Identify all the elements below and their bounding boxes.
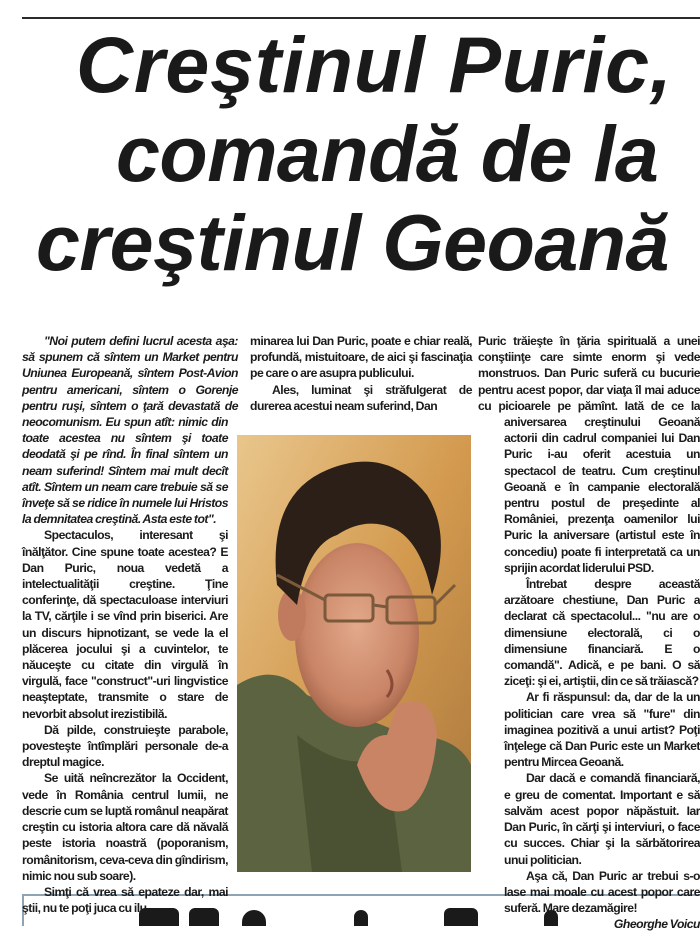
article-headline: [0, 20, 700, 287]
opening-quote: "Noi putem defini lucrul acesta aşa: să spunem că sîntem un Market pentru Uniunea Europeană, sîntem Post-Avion pentru americani, sîntem o Gorenje pentru ruşi, sîntem o ţară devastată de neocomunism. Eu spun atît: nimic din toate acestea nu sîntem şi toate deodată şi pe rînd. În final sîntem un neam suferind! Sîntem mai mult decît atît. Sîntem un neam care trebuie să se înveţe să se ridice în numele lui Hristos la demnitatea creştină. Asta este tot".: [22, 334, 238, 527]
cutoff-headline-glyph: [242, 910, 266, 926]
article-column-3: [478, 333, 700, 933]
portrait-illustration: [237, 435, 471, 872]
paragraph: Puric trăieşte în ţăria spirituală a unei conştiinţe care simte enorm şi vede monstruos. Dan Puric suferă cu bucurie pentru acest popor, dar viaţa îl mai aduce cu picioarele pe pămînt. Iată de ce la aniversarea creştinului Geoană actorii din cadrul companiei lui Dan Puric i-au oferit acestuia un spectacol de teatru. Cum creştinul Geoană e în campanie electorală pentru postul de preşedinte al României, prezenţa oamenilor lui Puric la aniversare (artistul este în concediu) poate fi interpretată ca un sprijin acordat liderului PSD.: [478, 334, 700, 575]
paragraph: Ales, luminat şi străfulgerat de durerea acestui neam suferind, Dan: [250, 382, 472, 413]
paragraph: Dar dacă e comandă financiară, e greu de comentat. Important e să salvăm acest popor năpăstuit. Iar Dan Puric, în cărţi şi interviuri, o face cu succes. Chiar şi la sărbătorirea unui politician.: [504, 771, 700, 867]
paragraph: Se uită neîncrezător la Occident, vede în România centrul lumii, ne descrie cum se luptă românul neapărat creştin cu istoria altora care dă năvală peste istoria noastră (poporanism, românitorism, ceva-ceva din gîndirism, nimic nou sub soare).: [22, 771, 228, 883]
paragraph: Aşa că, Dan Puric ar trebui s-o lase mai moale cu acest popor care suferă. Mare dezamăgire!: [504, 868, 700, 916]
headline-line-3: creştinul Geoană: [36, 198, 669, 287]
headline-line-2: comandă de la: [116, 109, 659, 198]
paragraph: Întrebat despre această arzătoare chestiune, Dan Puric a declarat că spectacolul... "nu are o dimensiune electorală, ci o dimensiune financiară. E o comandă". Adică, e pe bani. O să ziceţi: şi ei, artiştii, din ce să trăiască?: [504, 577, 700, 689]
cutoff-headline-glyph: [444, 908, 478, 926]
top-rule: [22, 17, 700, 19]
author-signature: Gheorghe Voicu: [613, 917, 700, 932]
cutoff-headline-glyph: [354, 910, 368, 926]
paragraph: Simţi că vrea să epateze dar, mai ştii, nu te poţi juca cu ilu-: [22, 884, 228, 916]
article-column-2: [250, 333, 472, 414]
article-column-1: [22, 333, 238, 916]
paragraph: Ar fi răspunsul: da, dar de la un politician care vrea să "fure" din imaginea pozitivă a unui artist? Poţi înţelege că Dan Puric este un Market pentru Mircea Geoană.: [504, 690, 700, 770]
paragraph: Spectaculos, interesant şi înălţător. Cine spune toate acestea? E Dan Puric, noua vedetă a intelectualităţii creştine. Ţine conferinţe, dă spectaculoase interviuri la TV, cărţile i se vînd prin biserici. Are un discurs hipnotizant, se vede la el plăcerea jocului şi a cuvintelor, te năuceşte cu citate din virgulă în virgulă, face "construct"-uri lingvistice neaşteptate, transmite o stare de nevorbit absolut irezistibilă.: [22, 528, 228, 721]
paragraph: Dă pilde, construieşte parabole, povesteşte întîmplări personale de-a dreptul magice.: [22, 722, 228, 770]
headline-line-1: Creştinul Puric,: [76, 20, 673, 109]
paragraph: minarea lui Dan Puric, poate e chiar reală, profundă, mistuitoare, de aici şi fascinaţia pe care o are asupra publicului.: [250, 334, 472, 381]
portrait-photo: [237, 435, 471, 872]
